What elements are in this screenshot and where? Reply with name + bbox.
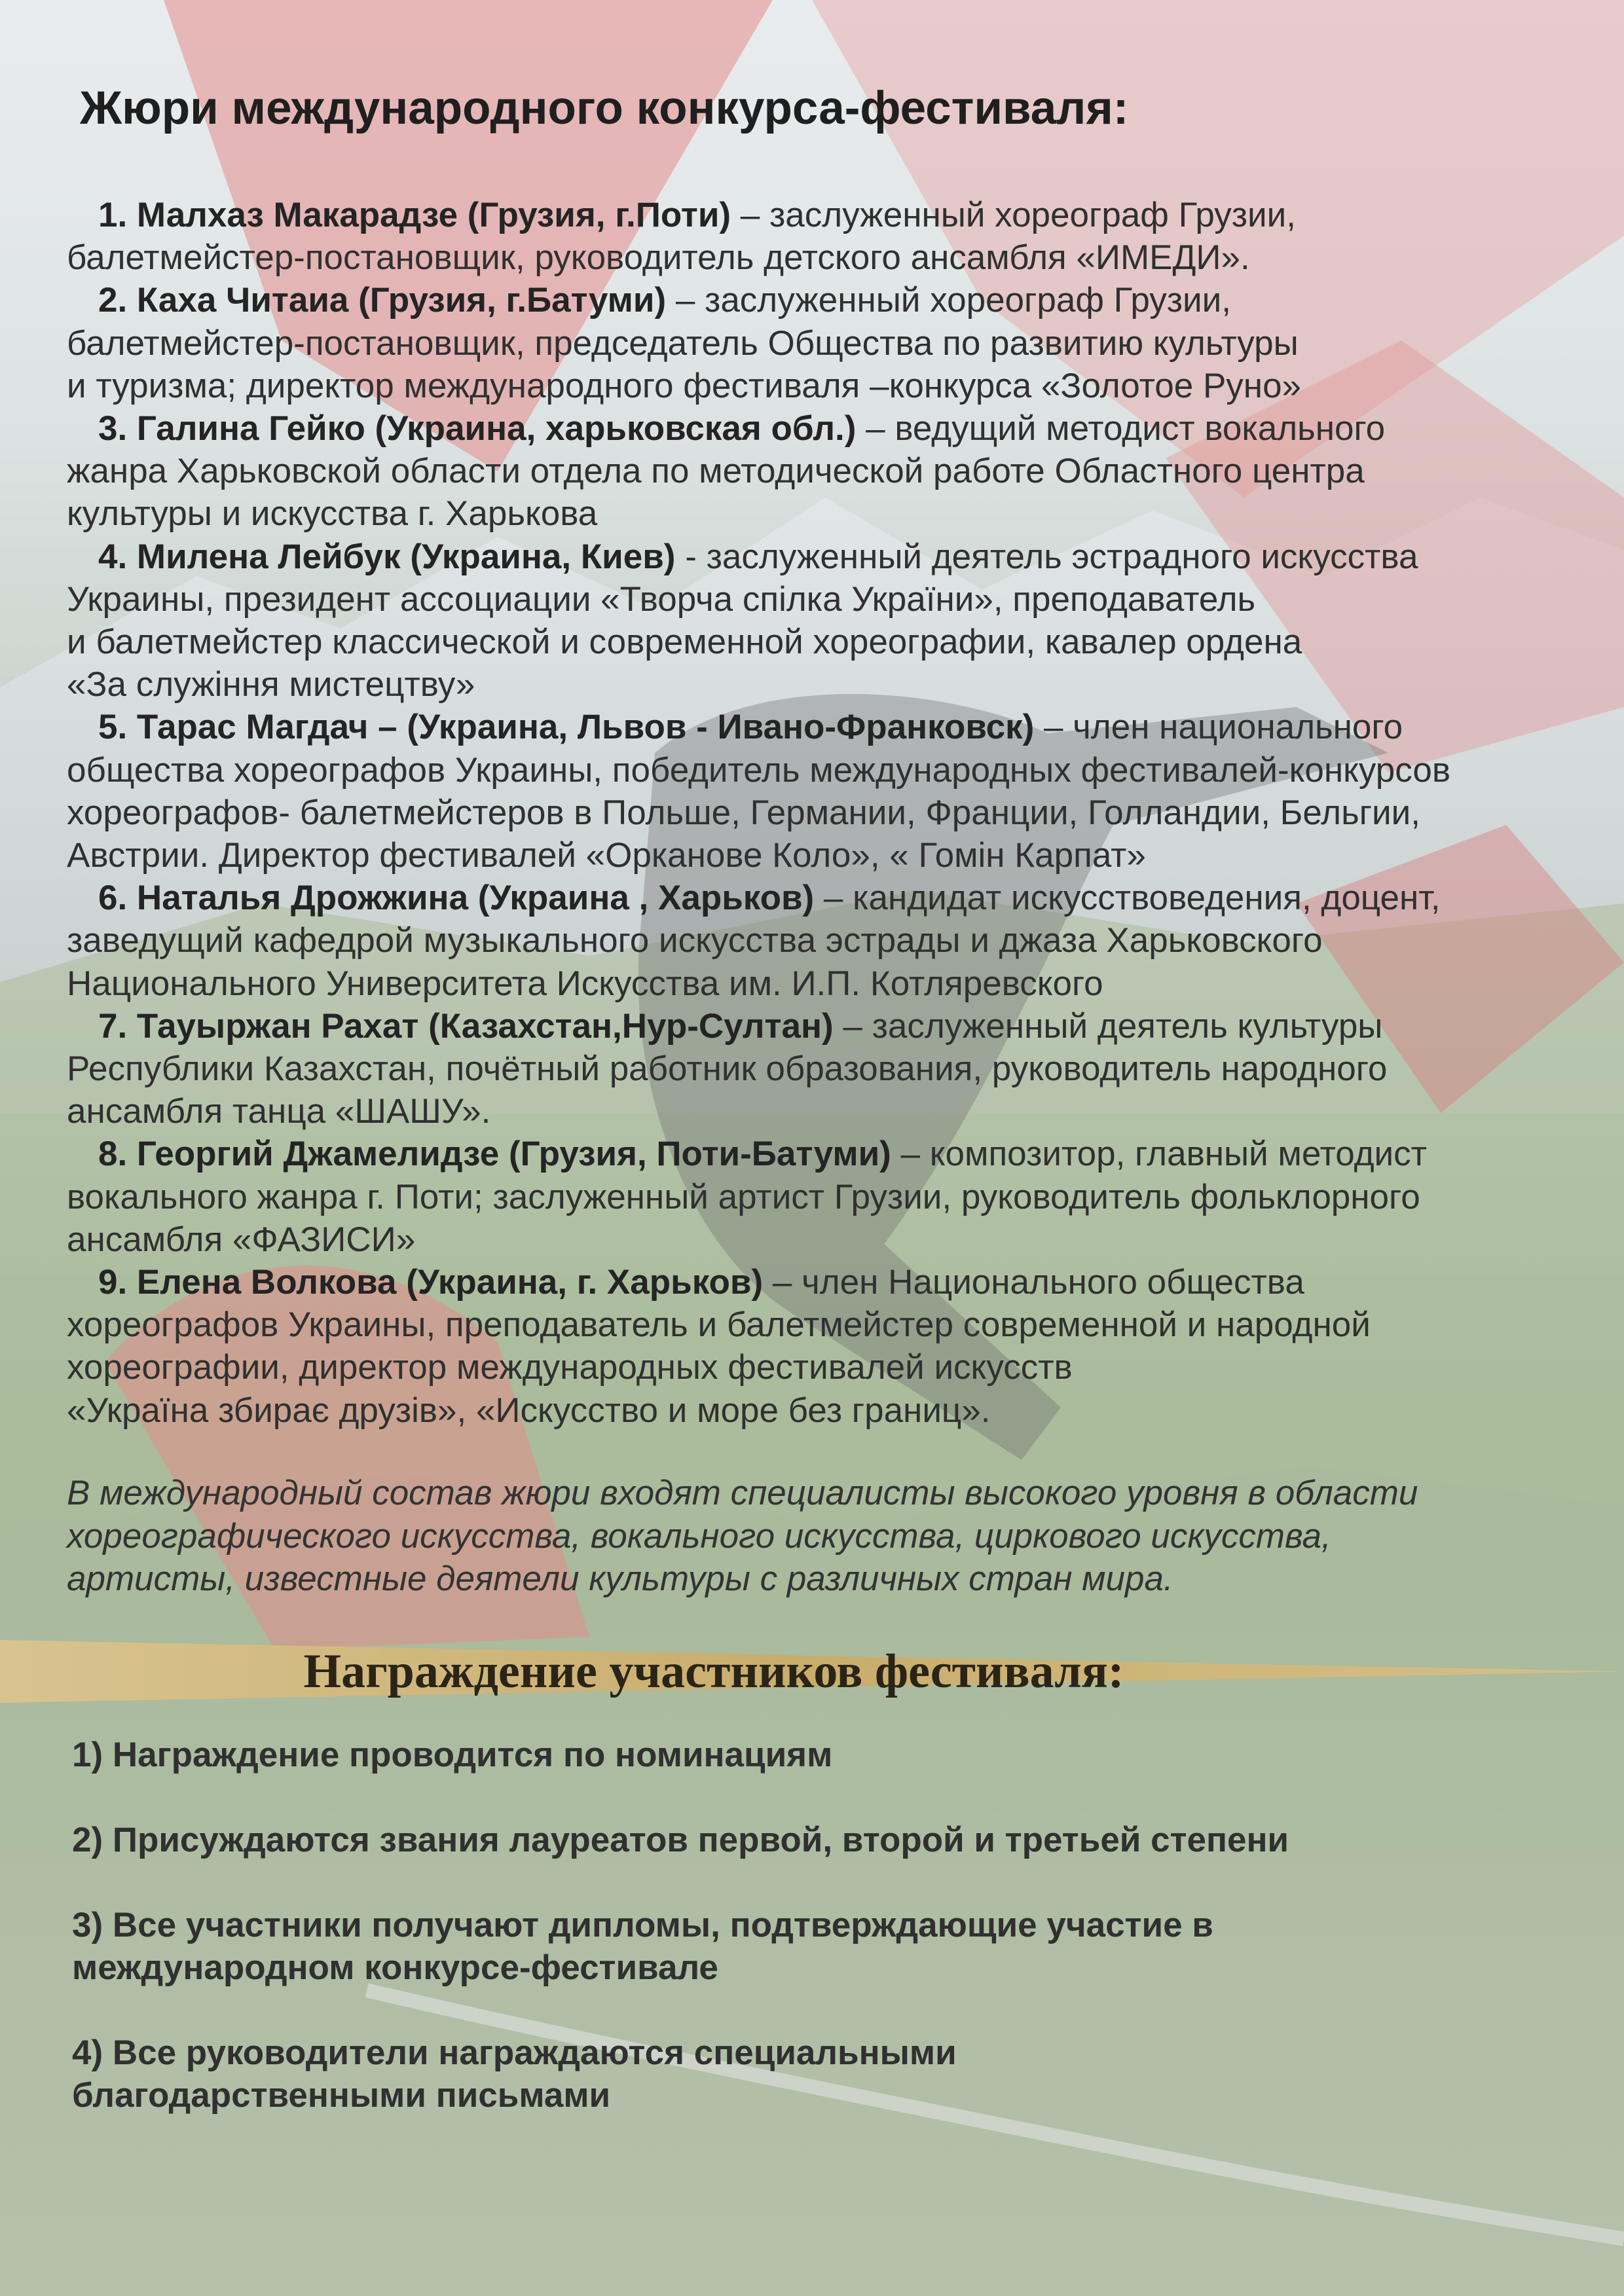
jury-member-name: 9. Елена Волкова (Украина, г. Харьков): [98, 1263, 764, 1302]
jury-member-description: - заслуженный деятель эстрадного искусства: [675, 537, 1418, 576]
jury-member-first-line: [67, 279, 1606, 321]
jury-member-description-line: хореографов Украины, преподаватель и балетмейстер современной и народной: [67, 1305, 1371, 1345]
jury-member-first-line: [67, 1005, 1606, 1048]
jury-member-first-line: [67, 407, 1606, 450]
jury-member-description-line: жанра Харьковской области отдела по методической работе Областного центра: [67, 452, 1365, 491]
jury-member-description-line: культуры и искусства г. Харькова: [67, 494, 598, 534]
jury-member-first-line: [67, 706, 1606, 748]
jury-member-description-line: и туризма; директор международного фестиваля –конкурса «Золотое Руно»: [67, 366, 1302, 405]
award-item-line: 2) Присуждаются звания лауреатов первой, второй и третьей степени: [72, 1821, 1289, 1859]
jury-member-description-line: Украины, президент ассоциации «Творча спілка України», преподаватель: [67, 579, 1256, 619]
jury-member-description: – кандидат искусствоведения, доцент,: [814, 879, 1441, 918]
jury-member-first-line: [67, 877, 1606, 919]
jury-member-description-line: «За служіння мистецтву»: [67, 665, 475, 704]
award-item-line: международном конкурсе-фестивале: [72, 1948, 718, 1987]
jury-note-line: артисты, известные деятели культуры с различных стран мира.: [67, 1559, 1173, 1598]
jury-member-description: – заслуженный деятель культуры: [833, 1006, 1383, 1046]
jury-member: [67, 877, 1606, 1005]
jury-member: [67, 407, 1606, 536]
jury-member: [67, 194, 1606, 279]
awards-title: Награждение участников фестиваля:: [303, 1645, 1124, 1698]
jury-title: Жюри международного конкурса-фестиваля:: [80, 82, 1129, 134]
jury-member-name: 2. Каха Читаиа (Грузия, г.Батуми): [98, 281, 667, 320]
jury-member-description-line: заведущий кафедрой музыкального искусства эстрады и джаза Харьковского: [67, 921, 1323, 960]
jury-member: [67, 536, 1606, 706]
jury-member-description: – заслуженный хореограф Грузии,: [731, 196, 1296, 234]
jury-member: [67, 706, 1606, 877]
jury-member-first-line: [67, 1133, 1606, 1175]
jury-member-description: – член национального: [1034, 708, 1403, 747]
jury-member-description-line: Национального Университета Искусства им. И.П. Котляревского: [67, 964, 1103, 1003]
award-item-line: 3) Все участники получают дипломы, подтверждающие участие в: [72, 1906, 1213, 1944]
jury-note-line: В международный состав жюри входят специалисты высокого уровня в области: [67, 1474, 1418, 1512]
jury-member-description: – композитор, главный методист: [891, 1135, 1427, 1174]
jury-member-description-line: хореографии, директор международных фестивалей искусств: [67, 1348, 1073, 1387]
jury-member-name: 6. Наталья Дрожжина (Украина , Харьков): [98, 879, 815, 918]
jury-list: [67, 194, 1606, 1432]
jury-note-line: хореографического искусства, вокального искусства, циркового искусства,: [67, 1516, 1331, 1556]
jury-member-description-line: Республики Казахстан, почётный работник образования, руководитель народного: [67, 1049, 1388, 1089]
jury-member-name: 1. Малхаз Макарадзе (Грузия, г.Поти): [98, 196, 731, 234]
jury-member-description: – член Национального общества: [763, 1263, 1304, 1302]
jury-member-name: 4. Милена Лейбук (Украина, Киев): [98, 537, 676, 576]
award-item-line: 4) Все руководители награждаются специальными: [72, 2033, 957, 2072]
jury-member-description-line: «Україна збирає друзів», «Искусство и море без границ».: [67, 1391, 991, 1430]
jury-member-description: – заслуженный хореограф Грузии,: [666, 281, 1231, 320]
jury-member-description-line: и балетмейстер классической и современной хореографии, кавалер ордена: [67, 623, 1302, 662]
jury-member: [67, 1261, 1606, 1432]
award-item: [72, 2032, 957, 2117]
jury-member-name: 5. Тарас Магдач – (Украина, Львов - Ивано-Франковск): [98, 708, 1035, 747]
jury-member-first-line: [67, 1261, 1606, 1303]
jury-member-description-line: вокального жанра г. Поти; заслуженный артист Грузии, руководитель фольклорного: [67, 1177, 1420, 1216]
jury-member: [67, 279, 1606, 407]
jury-member-first-line: [67, 536, 1606, 578]
jury-member-description-line: хореографов- балетмейстеров в Польше, Германии, Франции, Голландии, Бельгии,: [67, 793, 1420, 832]
award-item: [72, 1904, 1213, 1989]
jury-member-name: 3. Галина Гейко (Украина, харьковская обл.): [98, 409, 857, 448]
jury-member-description-line: Австрии. Директор фестивалей «Орканове Коло», « Гомін Карпат»: [67, 836, 1146, 875]
jury-member-description: – ведущий методист вокального: [856, 409, 1386, 448]
award-item-line: благодарственными письмами: [72, 2076, 611, 2115]
jury-member-first-line: [67, 194, 1606, 236]
jury-member-name: 7. Тауыржан Рахат (Казахстан,Нур-Султан): [98, 1006, 834, 1046]
jury-member: [67, 1005, 1606, 1133]
jury-member: [67, 1133, 1606, 1261]
jury-member-name: 8. Георгий Джамелидзе (Грузия, Поти-Батуми): [98, 1135, 891, 1174]
jury-note: [67, 1472, 1418, 1601]
award-item-line: 1) Награждение проводится по номинациям: [72, 1736, 833, 1774]
jury-member-description-line: ансамбля танца «ШАШУ».: [67, 1092, 491, 1131]
award-item: [72, 1819, 1289, 1861]
jury-member-description-line: общества хореографов Украины, победитель международных фестивалей-конкурсов: [67, 750, 1451, 790]
jury-member-description-line: ансамбля «ФАЗИСИ»: [67, 1220, 416, 1259]
jury-member-description-line: балетмейстер-постановщик, председатель Общества по развитию культуры: [67, 323, 1299, 363]
jury-member-description-line: балетмейстер-постановщик, руководитель детского ансамбля «ИМЕДИ».: [67, 238, 1250, 278]
award-item: [72, 1734, 832, 1776]
